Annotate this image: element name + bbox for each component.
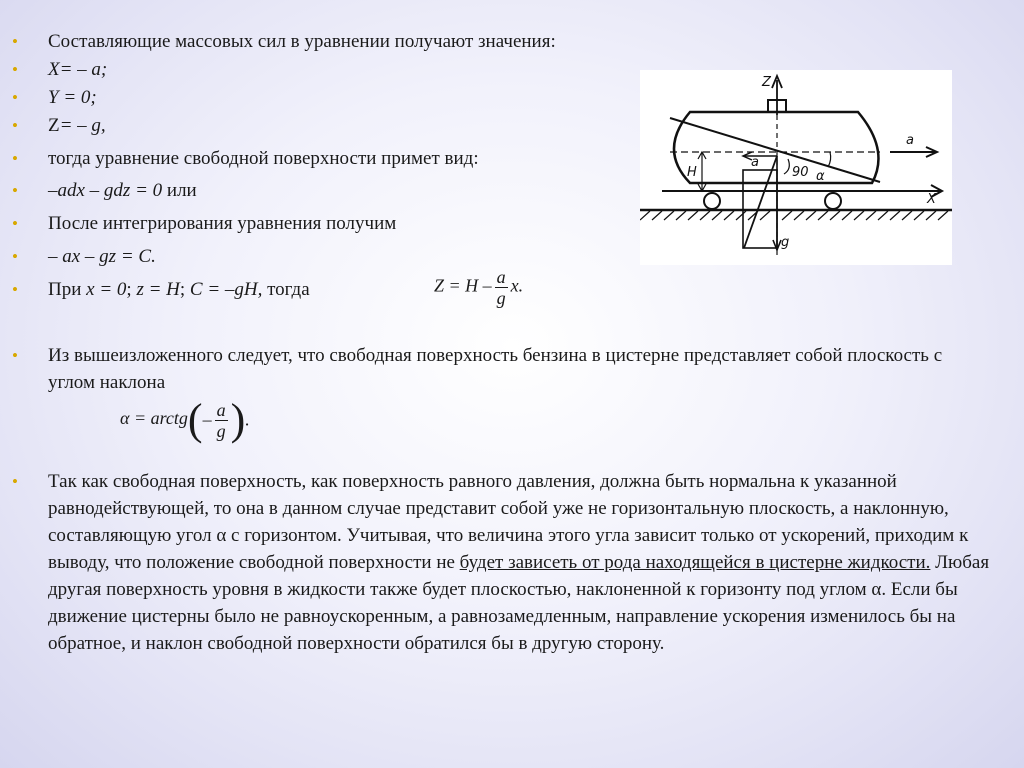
bullet-text: После интегрирования уравнения получим (48, 213, 397, 234)
formula-tail: x. (510, 275, 524, 296)
formula-alpha (120, 395, 250, 444)
bullet-text: тогда уравнение свободной поверхности примет вид: (48, 148, 479, 169)
bullet-dot: • (12, 247, 18, 266)
paragraph-part: Так как свободная поверхность, как поверхность равного давления, должна быть нормальна к указанной равнодействующей, то она в данном случае представит собой уже не горизонтальную плоскость, а наклонную, составляющую угол α с горизонтом. Учитывая, что величина этого угла зависит только от ускорений, приходим к выводу, что положение свободной поверхности не (48, 471, 969, 573)
left-paren: ( (187, 395, 203, 444)
numerator: a (496, 267, 506, 287)
z-axis-label: Z (762, 75, 771, 90)
bullet-dot: • (12, 60, 18, 79)
gravity-label: g (781, 235, 790, 250)
condition-z: z = H (136, 279, 180, 300)
bullet-text: Y = 0; (48, 87, 97, 108)
z-var: Z (48, 115, 60, 136)
minus-sign: – (202, 409, 212, 430)
condition-c: C = –gH, (189, 279, 263, 300)
formula-lhs: Z = H – (434, 275, 492, 296)
bullet-dot: • (12, 88, 18, 107)
tank-diagram-svg (640, 70, 952, 265)
denominator: g (216, 420, 226, 441)
bullet-text: X= – a; (48, 59, 108, 80)
alpha-arc (828, 152, 831, 167)
right-angle-label: 90 (792, 165, 809, 180)
separator: ; (179, 279, 190, 300)
text: При (48, 279, 87, 300)
formula-z (434, 267, 523, 308)
underlined-phrase: будет зависеть от рода находящейся в цистерне жидкости. (459, 552, 931, 573)
bullet-dot: • (12, 472, 18, 491)
formula-lhs: α = arctg (120, 408, 188, 429)
inertia-label: a (751, 155, 759, 170)
alpha-label: α (816, 169, 825, 184)
equation: – ax – gz = C. (48, 246, 156, 267)
bullet-dot: • (12, 116, 18, 135)
conjunction: или (162, 180, 197, 201)
bullet-dot: • (12, 32, 18, 51)
text: тогда (262, 279, 310, 300)
bullet-dot: • (12, 280, 18, 299)
bullet-dot: • (12, 181, 18, 200)
fraction (495, 267, 508, 308)
numerator: a (216, 399, 226, 420)
formula-tail: . (245, 409, 250, 430)
bullet-text: Из вышеизложенного следует, что свободная поверхность бензина в цистерне представляет собой плоскость с углом наклона (48, 345, 943, 393)
wheel-right (825, 193, 841, 209)
z-eq: = – g, (59, 115, 106, 136)
ground-hatching (640, 211, 948, 220)
wheel-left (704, 193, 720, 209)
separator: ; (126, 279, 137, 300)
right-angle-arc (784, 159, 789, 174)
acceleration-label: a (906, 133, 914, 148)
right-paren: ) (230, 395, 246, 444)
tank-diagram (640, 70, 952, 265)
equation: –adx – gdz = 0 (48, 180, 163, 201)
condition-x: x = 0 (86, 279, 127, 300)
bullet-dot: • (12, 214, 18, 233)
denominator: g (496, 288, 506, 308)
bullet-text: Составляющие массовых сил в уравнении получают значения: (48, 31, 556, 52)
bullet-dot: • (12, 346, 18, 365)
fraction (215, 400, 228, 441)
x-axis-label: X (927, 192, 936, 207)
height-label: H (687, 165, 697, 180)
bullet-text (48, 468, 992, 657)
bullet-dot: • (12, 149, 18, 168)
paragraph-part: Любая другая поверхность уровня в жидкости также будет плоскостью, наклоненной к горизонту под углом α. Если бы движение цистерны было не равноускоренным, а равнозамедленным, направление ускорения изменилось бы на обратное, и наклон свободной поверхности обратился бы в другую сторону. (48, 552, 990, 654)
